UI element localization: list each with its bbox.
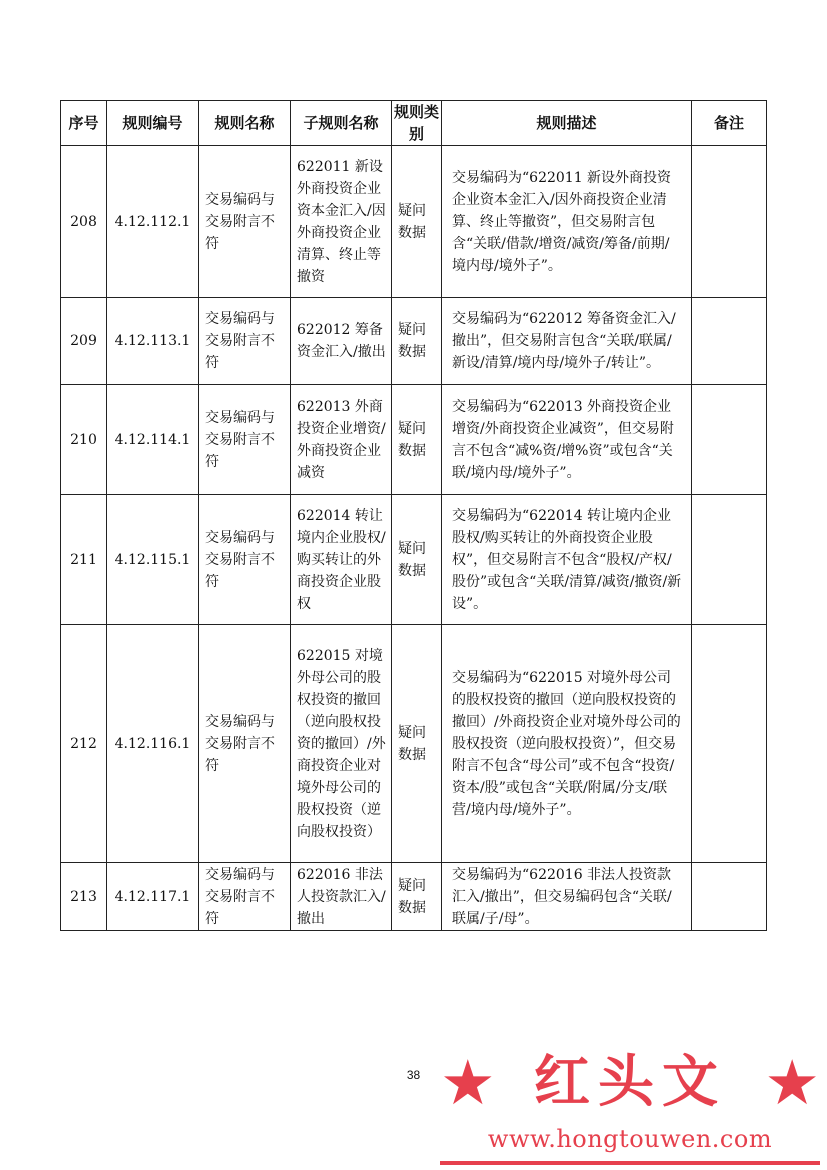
- row-rule-code: 4.12.115.1: [107, 495, 199, 625]
- row-rule-name: 交易编码与交易附言不符: [199, 385, 291, 495]
- row-remark: [692, 385, 767, 495]
- header-rule-desc: 规则描述: [442, 101, 692, 146]
- row-sub-rule-name: 622014 转让境内企业股权/购买转让的外商投资企业股权: [291, 495, 392, 625]
- row-index: 212: [61, 625, 107, 863]
- row-rule-code: 4.12.114.1: [107, 385, 199, 495]
- header-rule-name: 规则名称: [199, 101, 291, 146]
- watermark-underline: [440, 1161, 820, 1165]
- row-rule-type: 疑问数据: [392, 385, 442, 495]
- page-number: 38: [406, 1068, 421, 1082]
- row-rule-code: 4.12.113.1: [107, 298, 199, 385]
- row-rule-type: 疑问数据: [392, 146, 442, 298]
- star-icon: ★: [764, 1046, 820, 1119]
- header-index: 序号: [61, 101, 107, 146]
- row-rule-desc: 交易编码为“622014 转让境内企业股权/购买转让的外商投资企业股权”，但交易附言不包含“股权/产权/股份”或包含“关联/清算/减资/撤资/新设”。: [442, 495, 692, 625]
- row-rule-desc: 交易编码为“622011 新设外商投资企业资本金汇入/因外商投资企业清算、终止等撤资”，但交易附言包含“关联/借款/增资/减资/筹备/前期/境内母/境外子”。: [442, 146, 692, 298]
- row-rule-code: 4.12.112.1: [107, 146, 199, 298]
- table-row: [61, 495, 767, 625]
- row-sub-rule-name: 622016 非法人投资款汇入/撤出: [291, 863, 392, 931]
- row-remark: [692, 146, 767, 298]
- row-index: 208: [61, 146, 107, 298]
- header-sub-rule-name: 子规则名称: [291, 101, 392, 146]
- watermark: [440, 1045, 820, 1165]
- header-rule-code: 规则编号: [107, 101, 199, 146]
- row-sub-rule-name: 622011 新设外商投资企业资本金汇入/因外商投资企业清算、终止等撤资: [291, 146, 392, 298]
- row-index: 213: [61, 863, 107, 931]
- header-rule-type: 规则类别: [392, 101, 442, 146]
- star-icon: ★: [440, 1046, 496, 1119]
- row-rule-desc: 交易编码为“622016 非法人投资款汇入/撤出”，但交易编码包含“关联/联属/子/母”。: [442, 863, 692, 931]
- row-rule-code: 4.12.116.1: [107, 625, 199, 863]
- table-header-row: [61, 101, 767, 146]
- row-rule-type: 疑问数据: [392, 495, 442, 625]
- table-row: [61, 863, 767, 931]
- row-remark: [692, 863, 767, 931]
- header-remark: 备注: [692, 101, 767, 146]
- table-row: [61, 385, 767, 495]
- row-rule-type: 疑问数据: [392, 625, 442, 863]
- row-index: 211: [61, 495, 107, 625]
- table-row: [61, 298, 767, 385]
- row-sub-rule-name: 622013 外商投资企业增资/外商投资企业减资: [291, 385, 392, 495]
- row-remark: [692, 625, 767, 863]
- row-rule-type: 疑问数据: [392, 298, 442, 385]
- table-row: [61, 625, 767, 863]
- watermark-url: www.hongtouwen.com: [487, 1125, 773, 1153]
- watermark-text: 红头文: [534, 1050, 726, 1115]
- row-index: 209: [61, 298, 107, 385]
- row-index: 210: [61, 385, 107, 495]
- watermark-title: [440, 1045, 820, 1121]
- row-rule-name: 交易编码与交易附言不符: [199, 146, 291, 298]
- row-rule-type: 疑问数据: [392, 863, 442, 931]
- row-sub-rule-name: 622015 对境外母公司的股权投资的撤回（逆向股权投资的撤回）/外商投资企业对境外母公司的股权投资（逆向股权投资）: [291, 625, 392, 863]
- row-rule-name: 交易编码与交易附言不符: [199, 625, 291, 863]
- row-rule-desc: 交易编码为“622013 外商投资企业增资/外商投资企业减资”，但交易附言不包含“减%资/增%资”或包含“关联/境内母/境外子”。: [442, 385, 692, 495]
- row-rule-name: 交易编码与交易附言不符: [199, 863, 291, 931]
- row-rule-name: 交易编码与交易附言不符: [199, 495, 291, 625]
- table-row: [61, 146, 767, 298]
- row-rule-desc: 交易编码为“622012 筹备资金汇入/撤出”，但交易附言包含“关联/联属/新设/清算/境内母/境外子/转让”。: [442, 298, 692, 385]
- row-remark: [692, 298, 767, 385]
- rules-table: [60, 100, 767, 931]
- row-remark: [692, 495, 767, 625]
- row-rule-name: 交易编码与交易附言不符: [199, 298, 291, 385]
- row-rule-desc: 交易编码为“622015 对境外母公司的股权投资的撤回（逆向股权投资的撤回）/外商投资企业对境外母公司的股权投资（逆向股权投资）”，但交易附言不包含“母公司”或不包含“投资/资本/股”或包含“关联/附属/分支/联营/境内母/境外子”。: [442, 625, 692, 863]
- row-sub-rule-name: 622012 筹备资金汇入/撤出: [291, 298, 392, 385]
- row-rule-code: 4.12.117.1: [107, 863, 199, 931]
